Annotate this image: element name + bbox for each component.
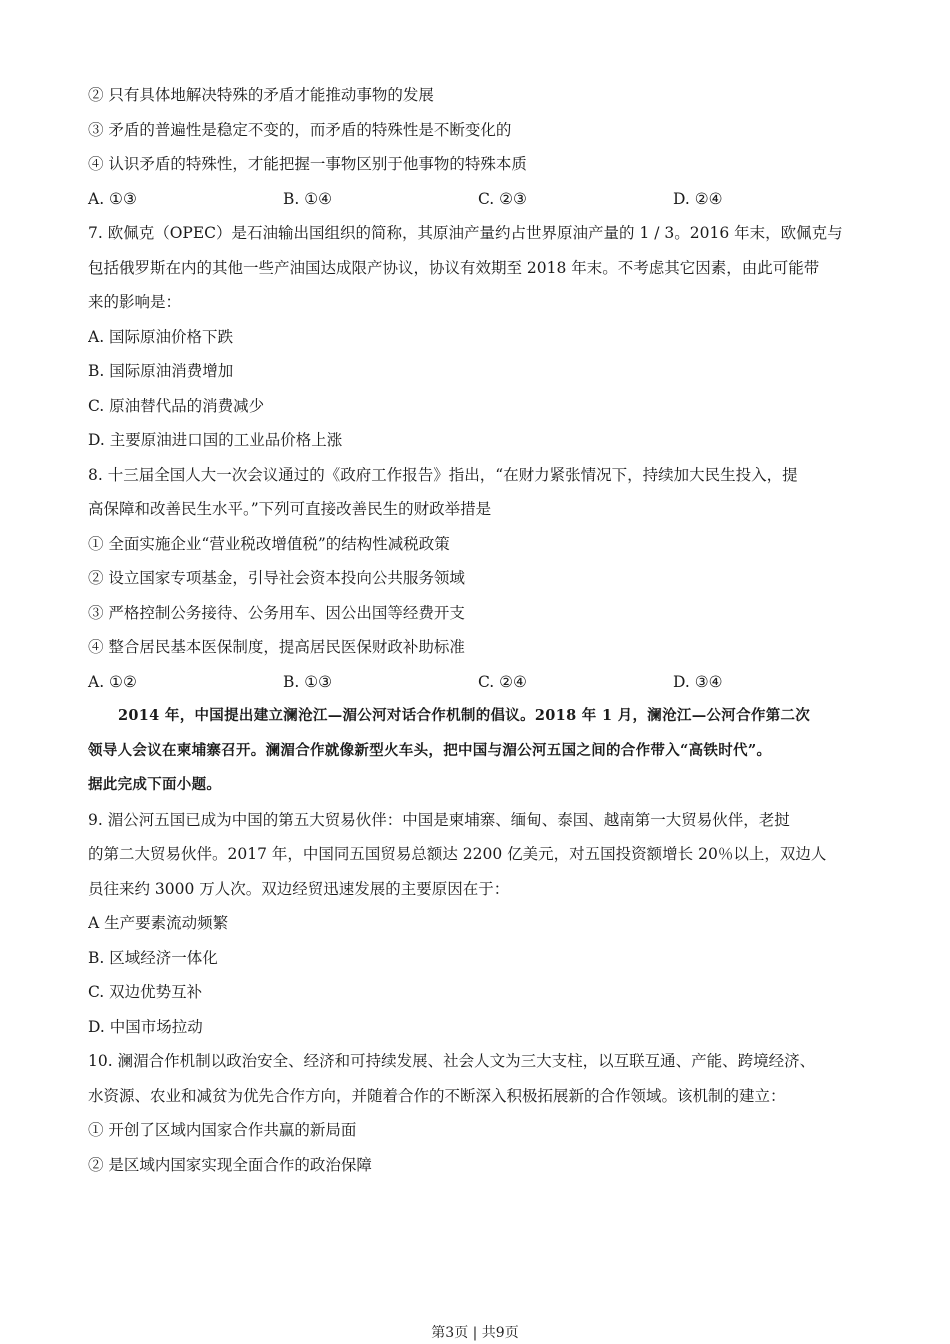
q6-item-4: ④ 认识矛盾的特殊性，才能把握一事物区别于他事物的特殊本质 — [88, 155, 527, 173]
q9-option-a: A 生产要素流动频繁 — [88, 914, 229, 932]
q8-item-4: ④ 整合居民基本医保制度，提高居民医保财政补助标准 — [88, 638, 465, 656]
q7-stem-line: 来的影响是： — [88, 293, 182, 311]
q10-stem-line: 10. 澜湄合作机制以政治安全、经济和可持续发展、社会人文为三大支柱，以互联互通、产能、跨境经济、 — [88, 1052, 816, 1070]
q6-option-b: B. ①④ — [283, 189, 333, 208]
q6-item-2: ② 只有具体地解决特殊的矛盾才能推动事物的发展 — [88, 86, 434, 104]
q8-stem-line: 高保障和改善民生水平。”下列可直接改善民生的财政举措是 — [88, 500, 492, 518]
q7-stem-line: 7. 欧佩克（OPEC）是石油输出国组织的简称，其原油产量约占世界原油产量的 1 / 3。2016 年末，欧佩克与 — [88, 224, 843, 242]
q8-options — [88, 665, 878, 700]
q8-item-1: ① 全面实施企业“营业税改增值税”的结构性减税政策 — [88, 534, 450, 553]
q8-option-a: A. ①② — [88, 672, 137, 691]
q9-option-d: D. 中国市场拉动 — [88, 1017, 203, 1036]
q7-stem-line: 包括俄罗斯在内的其他一些产油国达成限产协议，协议有效期至 2018 年末。不考虑其它因素，由此可能带 — [88, 258, 820, 277]
q9-stem-line: 的第二大贸易伙伴。2017 年，中国同五国贸易总额达 2200 亿美元，对五国投资额增长 20％以上，双边人 — [88, 845, 827, 863]
q6-options — [88, 182, 878, 217]
q9-option-b: B. 区域经济一体化 — [88, 948, 218, 967]
material-paragraph-line: 2014 年，中国提出建立澜沧江—湄公河对话合作机制的倡议。2018 年 1 月，澜沧江—公河合作第二次 — [118, 707, 811, 724]
q9-stem-line: 9. 湄公河五国已成为中国的第五大贸易伙伴：中国是柬埔寨、缅甸、泰国、越南第一大贸易伙伴，老挝 — [88, 810, 790, 829]
q10-item-1: ① 开创了区域内国家合作共赢的新局面 — [88, 1121, 357, 1139]
q9-stem-line: 员往来约 3000 万人次。双边经贸迅速发展的主要原因在于： — [88, 879, 510, 898]
q6-option-c: C. ②③ — [478, 189, 527, 208]
q8-option-d: D. ③④ — [673, 672, 723, 691]
q7-option-a: A. 国际原油价格下跌 — [88, 327, 234, 346]
q6-item-3: ③ 矛盾的普遍性是稳定不变的，而矛盾的特殊性是不断变化的 — [88, 120, 512, 139]
q7-option-c: C. 原油替代品的消费减少 — [88, 396, 265, 415]
q8-option-b: B. ①③ — [283, 672, 333, 691]
q10-item-2: ② 是区域内国家实现全面合作的政治保障 — [88, 1155, 372, 1174]
q7-option-b: B. 国际原油消费增加 — [88, 362, 234, 380]
page-footer: 第3页 | 共9页 — [431, 1325, 519, 1341]
material-paragraph-line: 据此完成下面小题。 — [88, 776, 222, 793]
q6-option-a: A. ①③ — [88, 189, 137, 208]
material-paragraph-line: 领导人会议在柬埔寨召开。澜湄合作就像新型火车头，把中国与湄公河五国之间的合作带入“高铁时代”。 — [88, 741, 772, 759]
q9-option-c: C. 双边优势互补 — [88, 983, 203, 1001]
document-page — [88, 78, 878, 1182]
q7-option-d: D. 主要原油进口国的工业品价格上涨 — [88, 431, 343, 449]
q8-stem-line: 8. 十三届全国人大一次会议通过的《政府工作报告》指出，“在财力紧张情况下，持续加大民生投入，提 — [88, 465, 798, 484]
q6-option-d: D. ②④ — [673, 189, 723, 208]
q10-stem-line: 水资源、农业和减贫为优先合作方向，并随着合作的不断深入积极拓展新的合作领域。该机制的建立： — [88, 1086, 786, 1105]
q8-option-c: C. ②④ — [478, 672, 527, 691]
q8-item-3: ③ 严格控制公务接待、公务用车、因公出国等经费开支 — [88, 603, 465, 622]
q8-item-2: ② 设立国家专项基金，引导社会资本投向公共服务领域 — [88, 569, 465, 587]
